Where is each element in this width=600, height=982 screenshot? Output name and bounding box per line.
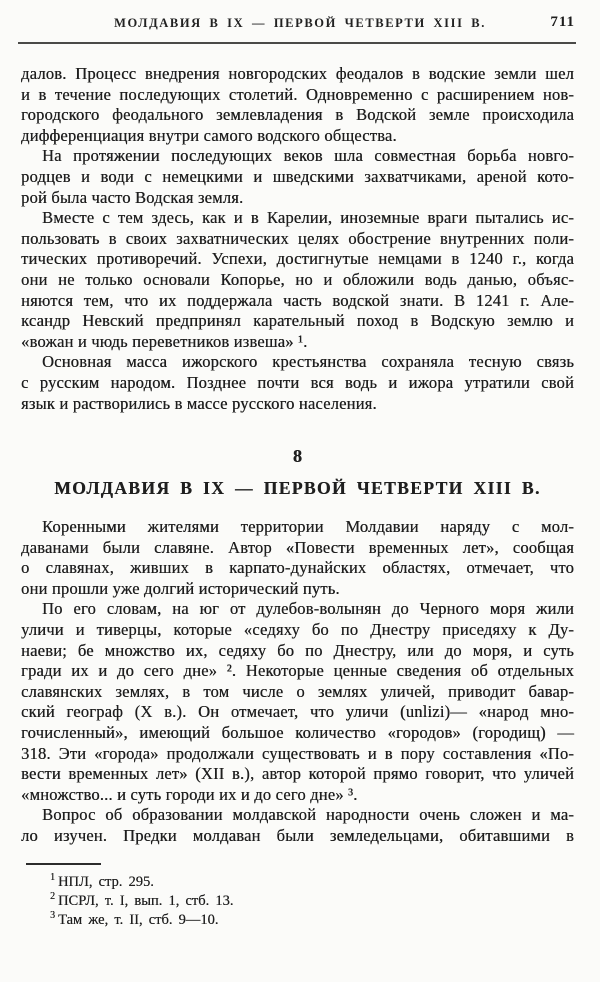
text-line: гради их и до сего дне» ². Некоторые ценные сведения об отдельных: [21, 661, 574, 681]
text-line: пользовать в своих захватнических целях обострение внутренних поли-: [21, 228, 574, 248]
text-line: Вместе с тем здесь, как и в Карелии, иноземные враги пытались ис-: [42, 208, 574, 228]
body-top-paragraphs: [21, 64, 574, 414]
footnote-rule-divider: [26, 863, 101, 865]
paragraph: [21, 805, 574, 846]
text-line: и в течение последующих столетий. Одновременно с расширением нов-: [21, 84, 574, 104]
text-line: дифференциация внутри самого водского общества.: [21, 125, 397, 145]
text-line: наеви; бе множство их, седяху бо по Днестру, или до моря, и суть: [21, 640, 574, 660]
footnote-marker: 2: [50, 891, 55, 903]
section-heading: МОЛДАВИЯ В IX — ПЕРВОЙ ЧЕТВЕРТИ XIII В.: [54, 478, 541, 499]
text-line: ло изучен. Предки молдаван были земледельцами, обитавшими в: [21, 826, 574, 845]
paragraph: [21, 352, 574, 414]
text-line: язык и растворились в массе русского населения.: [21, 393, 377, 413]
section-body-paragraphs: [21, 517, 574, 847]
running-header-title: МОЛДАВИЯ В IX — ПЕРВОЙ ЧЕТВЕРТИ XIII В.: [114, 16, 486, 30]
header-rule-divider: [18, 42, 576, 44]
page-body: [21, 64, 574, 847]
text-line: ксандр Невский предпринял карательный поход в Водскую землю и: [21, 311, 574, 331]
text-line: ский географ (X в.). Он отмечает, что уличи (unlizi)— «народ мно-: [21, 702, 574, 722]
footnote: [50, 873, 570, 892]
footnote-text: НПЛ, стр. 295.: [58, 874, 154, 890]
text-line: тических противоречий. Успехи, достигнутые немцами в 1240 г., когда: [21, 249, 574, 269]
footnote-text: Там же, т. II, стб. 9—10.: [58, 912, 219, 928]
paragraph: [21, 517, 574, 599]
section-number: 8: [292, 446, 303, 467]
footnote-marker: 3: [50, 910, 55, 922]
paragraph: [21, 64, 574, 146]
text-line: родцев и води с немецкими и шведскими захватчиками, ареной кото-: [21, 166, 574, 186]
text-line: Коренными жителями территории Молдавии наряду с мол-: [42, 517, 574, 537]
text-line: о славянах, живших в карпато-дунайских областях, отмечает, что: [21, 558, 574, 578]
text-line: далов. Процесс внедрения новгородских феодалов в водские земли шел: [21, 64, 574, 83]
text-line: гочисленный», имеющий большое количество «городов» (городищ) —: [21, 723, 574, 743]
text-line: По его словам, на юг от дулебов-волынян до Черного моря жили: [42, 599, 574, 619]
text-line: «вожан и чюдь переветников извеша» ¹.: [21, 331, 308, 351]
paragraph: [21, 146, 574, 208]
footnotes: [50, 873, 570, 930]
text-line: 318. Эти «города» продолжали существовать и в пору составления «По-: [21, 743, 574, 763]
text-line: няются тем, что их поддержала часть водской знати. В 1241 г. Але-: [21, 290, 574, 310]
paragraph: [21, 599, 574, 805]
footnote-text: ПСРЛ, т. I, вып. 1, стб. 13.: [58, 893, 234, 909]
running-header: [0, 16, 600, 31]
text-line: вести временных лет» (XII в.), автор которой прямо говорит, что уличей: [21, 764, 574, 784]
text-line: городского феодального землевладения в Водской земле происходила: [21, 105, 574, 125]
footnote-marker: 1: [50, 872, 55, 884]
text-line: уличи и тиверцы, которые «седяху бо по Днестру приседяху к Ду-: [21, 620, 574, 640]
text-line: они прошли уже долгий исторический путь.: [21, 578, 340, 598]
text-line: Основная масса ижорского крестьянства сохраняла тесную связь: [42, 352, 574, 372]
text-line: с русским народом. Позднее почти вся водь и ижора утратили свой: [21, 372, 574, 392]
text-line: славянских землях, в том числе о землях уличей, приводит бавар-: [21, 681, 574, 701]
text-line: «множство... и суть городи их и до сего дне» ³.: [21, 784, 358, 804]
text-line: рой была часто Водская земля.: [21, 187, 244, 207]
footnote: [50, 911, 570, 930]
page-number: 711: [550, 14, 575, 30]
footnote: [50, 892, 570, 911]
text-line: Вопрос об образовании молдавской народности очень сложен и ма-: [42, 805, 574, 825]
paragraph: [21, 208, 574, 352]
text-line: они не только основали Копорье, но и обложили водь данью, объяс-: [21, 269, 574, 289]
text-line: На протяжении последующих веков шла совместная борьба новго-: [42, 146, 574, 166]
text-line: даванами были славяне. Автор «Повести временных лет», сообщая: [21, 537, 574, 557]
